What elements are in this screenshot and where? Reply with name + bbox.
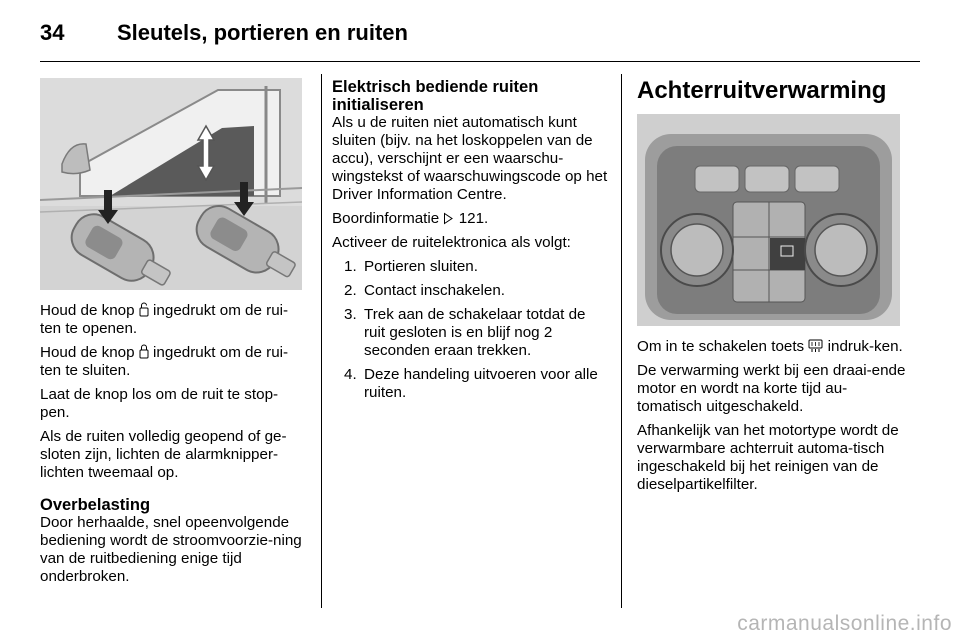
page-header	[40, 12, 920, 62]
paragraph-close: Houd de knop ingedrukt om de rui-ten te sluiten.	[40, 344, 289, 379]
paragraph-diesel: Afhankelijk van het motortype wordt de verwarmbare achterruit automa-tisch ingeschakeld bij het reinigen van de dieselpartikelfilter.	[637, 422, 899, 493]
list-item: 3. Trek aan de schakelaar totdat de ruit gesloten is en blijf nog 2 seconden eraan trekken.	[344, 306, 586, 359]
paragraph-hazard: Als de ruiten volledig geopend of ge-sloten zijn, lichten de alarmknipper-lichten tweemaal op.	[40, 428, 287, 481]
paragraph-reference: Boordinformatie 121.	[332, 210, 489, 227]
paragraph-overload: Door herhaalde, snel opeenvolgende bediening wordt de stroomvoorzie-ning van de ruitbediening enige tijd onderbroken.	[40, 514, 302, 585]
key-remote-window-illustration	[40, 78, 302, 290]
watermark-text: carmanualsonline.info	[737, 612, 952, 635]
column-divider	[621, 74, 622, 608]
column-left	[40, 78, 306, 592]
paragraph-press: Om in te schakelen toets indruk-ken.	[637, 338, 903, 355]
paragraph-init-intro: Als u de ruiten niet automatisch kunt sluiten (bijv. na het loskoppelen van de accu), verschijnt er een waarschu-wingstekst of waarschuwingscode op het Driver Information Centre.	[332, 114, 608, 203]
list-item: 1. Portieren sluiten.	[344, 258, 478, 275]
paragraph-activate: Activeer de ruitelektronica als volgt:	[332, 234, 571, 251]
paragraph-release: Laat de knop los om de ruit te stop-pen.	[40, 386, 279, 421]
column-right	[637, 78, 907, 500]
chapter-title: Sleutels, portieren en ruiten	[117, 20, 408, 45]
column-middle	[332, 78, 608, 408]
lock-key-icon	[139, 344, 149, 359]
page-number: 34	[40, 20, 65, 45]
list-item: 2. Contact inschakelen.	[344, 282, 505, 299]
rear-heating-heading: Achterruitverwarming	[637, 77, 887, 104]
climate-control-panel-illustration	[637, 114, 900, 326]
init-heading: Elektrisch bediende ruiten initialiseren	[332, 78, 539, 114]
paragraph-open: Houd de knop ingedrukt om de rui-ten te openen.	[40, 302, 289, 337]
page-ref-icon	[443, 212, 454, 225]
steps-list	[332, 258, 608, 402]
list-item: 4. Deze handeling uitvoeren voor alle ruiten.	[344, 366, 598, 401]
paragraph-motor: De verwarming werkt bij een draai-ende motor en wordt na korte tijd au-tomatisch uitgeschakeld.	[637, 362, 906, 415]
overload-heading: Overbelasting	[40, 496, 151, 514]
column-divider	[321, 74, 322, 608]
unlock-key-icon	[139, 302, 149, 317]
rear-window-heating-icon	[808, 339, 823, 353]
